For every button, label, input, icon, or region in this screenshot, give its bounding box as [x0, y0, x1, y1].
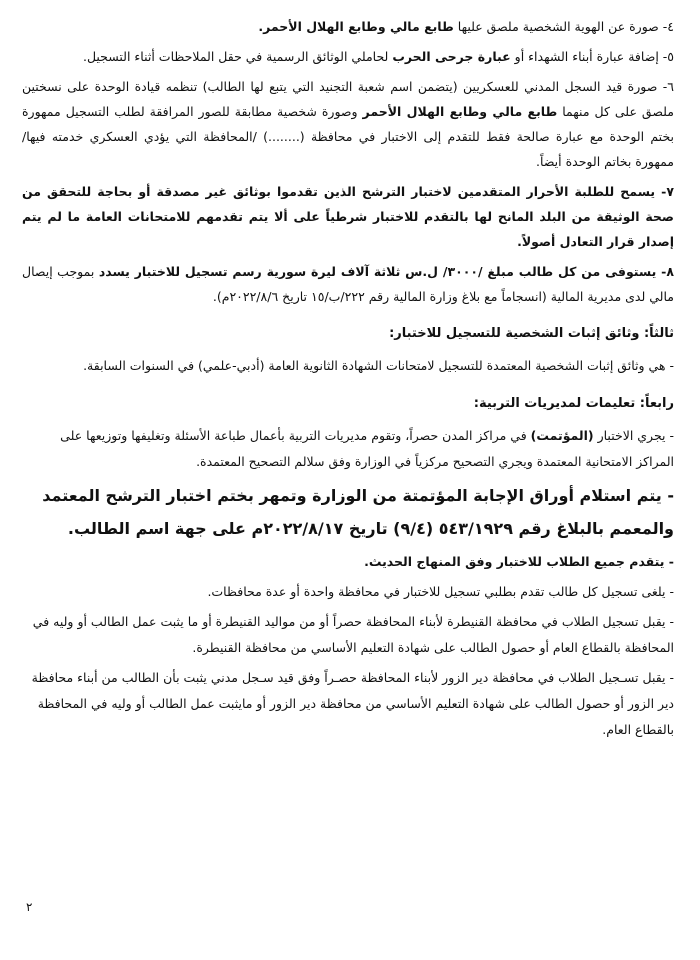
- section-3-title: ثالثاً: وثائق إثبات الشخصية للتسجيل للاختبار:: [389, 326, 674, 341]
- section-4-bullet-4: - يلغى تسجيل كل طالب تقدم بطلبي تسجيل للاختبار في محافظة واحدة أو عدة محافظات.: [207, 584, 674, 599]
- section-4-title: رابعاً: تعليمات لمديريات التربية:: [473, 396, 674, 411]
- section-3-text: - هي وثائق إثبات الشخصية المعتمدة للتسجيل لامتحانات الشهادة الثانوية العامة (أدبي-علمي) في السنوات السابقة.: [83, 358, 674, 373]
- section-4-bullet-6: - يقبل تسـجيل الطلاب في محافظة دير الزور لأبناء المحافظة حصـراً وفق قيد سـجل مدني يثبت بأن الطالب من أبناء محافظة دير الزور أو حصول الطالب على شهادة التعليم الأساسي من محافظة دير الزور أو مايثبت عمل الطالب أو وليه في المحافظة بالقطاع العام.: [31, 670, 674, 737]
- page-number: ٢: [26, 900, 33, 914]
- item-7: ٧- يسمح للطلبة الأحرار المتقدمين لاختبار الترشح الذين تقدموا بوثائق غير مصدقة أو بحاجة للتحقق من صحة الوثيقة من البلد المانح لها بالتقدم للاختبار شرطياً على ألا يتم تقدمهم للامتحانات العامة ما لم يتم إصدار قرار التعادل أصولاً.: [22, 184, 674, 249]
- item-8: ٨- يستوفى من كل طالب مبلغ /٣٠٠٠/ ل.س ثلاثة آلاف ليرة سورية رسم تسجيل للاختبار يسدد بموجب إيصال مالي لدى مديرية المالية (انسجاماً مع بلاغ وزارة المالية رقم ٢٢٢/ب/١٥ تاريخ ٢٠٢٢/٨/٦م).: [22, 264, 675, 304]
- item-4: ٤- صورة عن الهوية الشخصية ملصق عليها طابع مالي وطابع الهلال الأحمر.: [258, 19, 674, 34]
- section-4-bullet-1: - يجري الاختبار (المؤتمت) في مراكز المدن حصراً، وتقوم مديريات التربية بأعمال طباعة الأسئلة وتغليفها وتوزيعها على المراكز الامتحانية المعتمدة ويجري التصحيح مركزياً في الوزارة وفق سلالم التصحيح المعتمدة.: [60, 428, 674, 469]
- section-4-bullet-3: - يتقدم جميع الطلاب للاختبار وفق المنهاج الحديث.: [364, 554, 674, 569]
- item-6: ٦- صورة قيد السجل المدني للعسكريين (يتضمن اسم شعبة التجنيد التي يتبع لها الطالب) تنظمه قيادة الوحدة على نسختين ملصق على كل منهما طابع مالي وطابع الهلال الأحمر وصورة شخصية مطابقة للصور المرافقة لطلب التسجيل ممهورة بختم الوحدة مع عبارة صالحة فقط للتقدم إلى الاختبار في محافظة (........) /المحافظة التي يؤدي العسكري خدمته فيها/ ممهورة بخاتم الوحدة أيضاً.: [22, 79, 674, 169]
- section-4-bullet-2: - يتم استلام أوراق الإجابة المؤتمتة من الوزارة وتمهر بختم اختبار الترشح المعتمد والمعمم بالبلاغ رقم ٥٤٣/١٩٢٩ (٩/٤) تاريخ ٢٠٢٢/٨/١٧م على جهة اسم الطالب.: [42, 486, 674, 538]
- section-4-bullet-5: - يقبل تسجيل الطلاب في محافظة القنيطرة لأبناء المحافظة حصراً أو من مواليد القنيطرة أو ما يثبت عمل الطالب أو وليه في المحافظة بالقطاع العام أو حصول الطالب على شهادة التعليم الأساسي من محافظة القنيطرة.: [32, 614, 674, 655]
- item-5: ٥- إضافة عبارة أبناء الشهداء أو عبارة جرحى الحرب لحاملي الوثائق الرسمية في حقل الملاحظات أثناء التسجيل.: [82, 49, 674, 64]
